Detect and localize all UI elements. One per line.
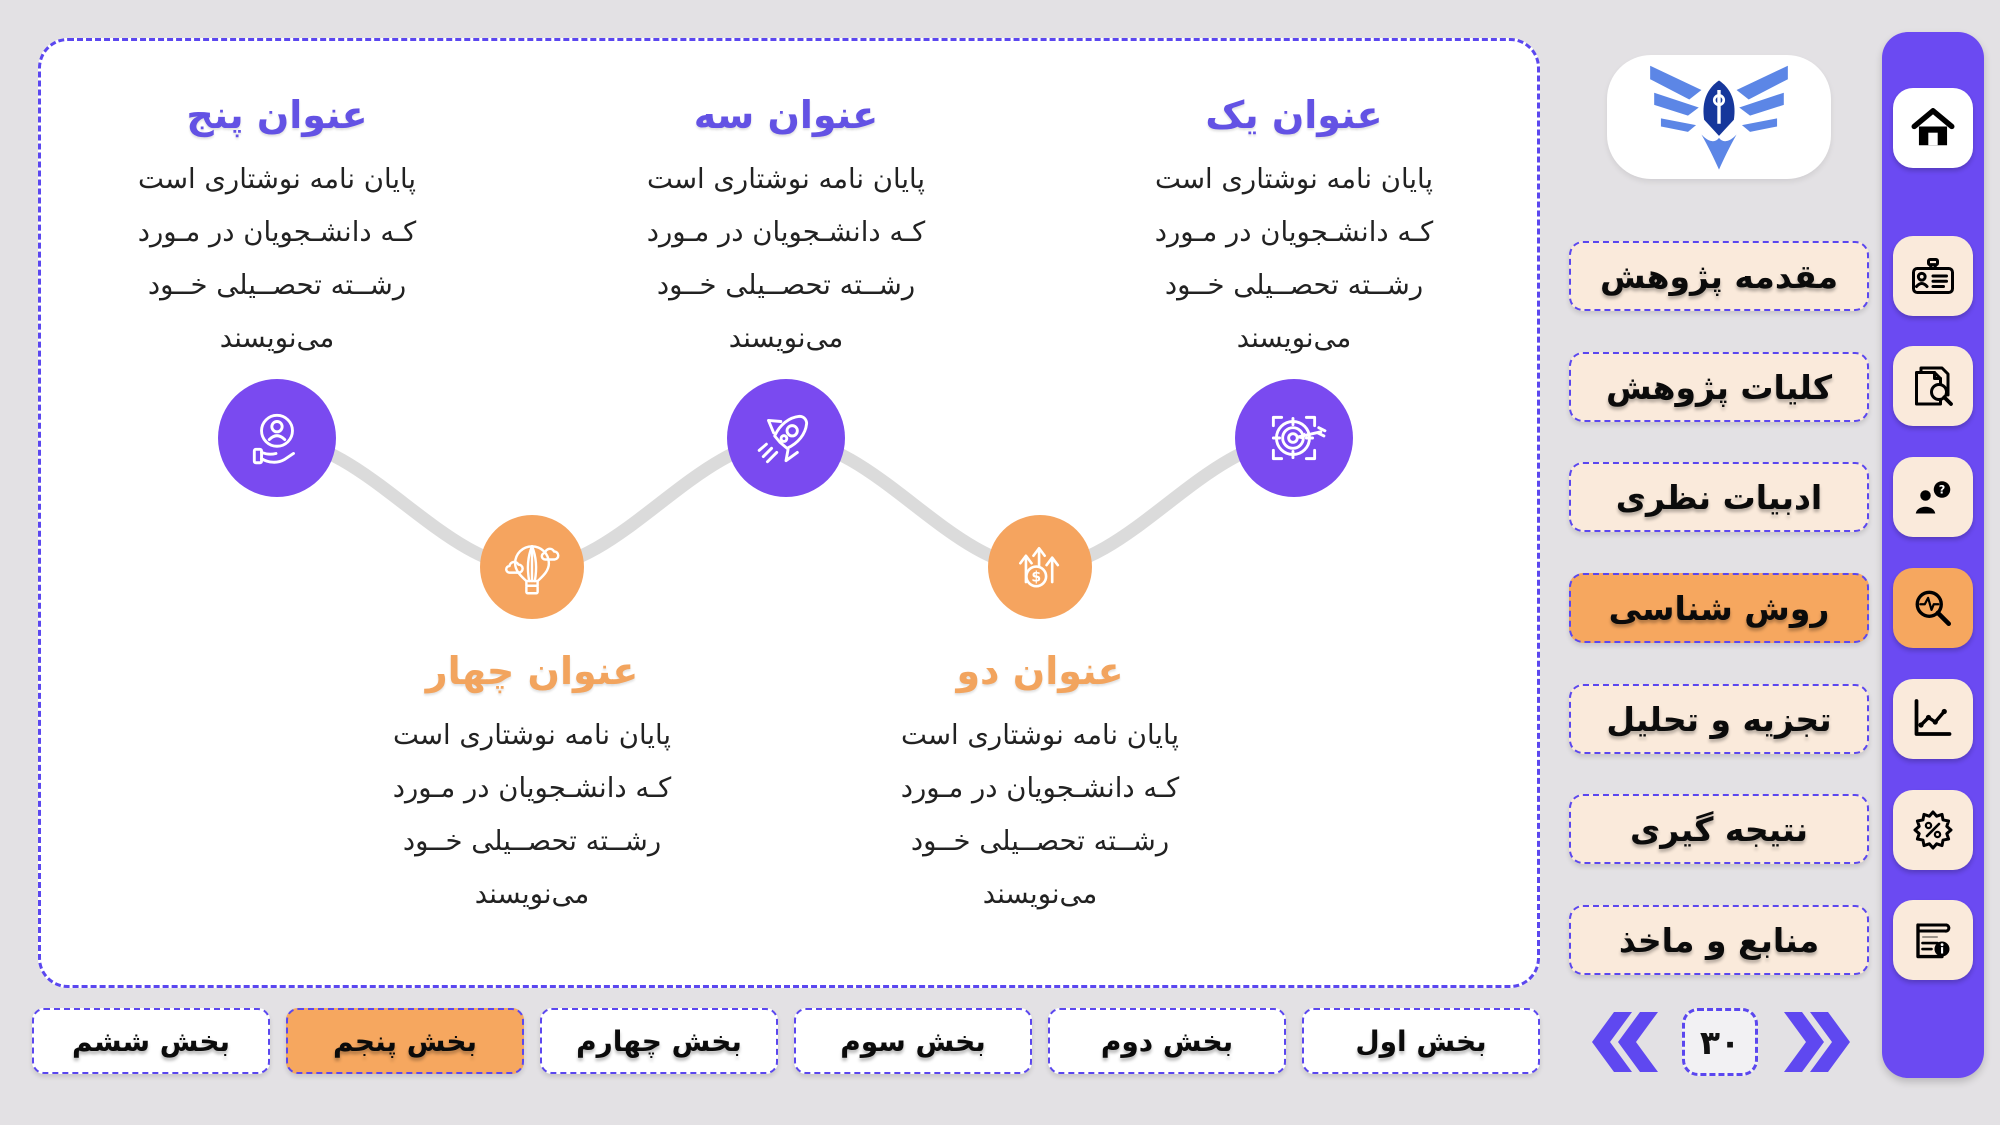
topic-two-body: پایان نامه نوشتاری است کـه دانشـجویان در مـورد رشــته تحصــیلی خــود می‌نویسند xyxy=(900,719,1180,910)
document-search-icon xyxy=(1909,362,1957,410)
topic-three-body: پایان نامه نوشتاری است کـه دانشـجویان در مـورد رشــته تحصــیلی خــود می‌نویسند xyxy=(646,163,926,354)
section-tab-1[interactable]: بخش اول xyxy=(1302,1008,1540,1074)
search-pulse-icon xyxy=(1909,584,1957,632)
section-tab-5[interactable]: بخش پنجم xyxy=(286,1008,524,1074)
circle-topic-four xyxy=(480,515,584,619)
nav-back-button[interactable] xyxy=(1586,1010,1664,1074)
topic-four-body: پایان نامه نوشتاری است کـه دانشـجویان در مـورد رشــته تحصــیلی خــود می‌نویسند xyxy=(392,719,672,910)
topic-two xyxy=(845,649,1235,921)
topic-five xyxy=(82,93,472,365)
topic-three xyxy=(591,93,981,365)
references-icon-button[interactable] xyxy=(1893,900,1973,980)
section-tab-2[interactable]: بخش دوم xyxy=(1048,1008,1286,1074)
topic-four xyxy=(337,649,727,921)
svg-text:?: ? xyxy=(1938,483,1946,497)
rocket-icon xyxy=(753,405,819,471)
percent-badge-icon xyxy=(1909,806,1957,854)
topic-three-title: عنوان سه xyxy=(693,93,879,137)
menu-item-generalities[interactable]: کلیات پژوهش xyxy=(1569,352,1869,422)
menu-item-introduction[interactable]: مقدمه پژوهش xyxy=(1569,241,1869,311)
page-number: ۳۰ xyxy=(1699,1022,1741,1062)
section-tab-4[interactable]: بخش چهارم xyxy=(540,1008,778,1074)
analysis-icon-button[interactable] xyxy=(1893,679,1973,759)
section-tab-3[interactable]: بخش سوم xyxy=(794,1008,1032,1074)
content-panel xyxy=(38,38,1540,988)
person-question-icon xyxy=(1909,473,1957,521)
section-tab-6[interactable]: بخش ششم xyxy=(32,1008,270,1074)
circle-topic-two xyxy=(988,515,1092,619)
circle-topic-three xyxy=(727,379,845,497)
topic-one-title: عنوان یک xyxy=(1205,93,1383,137)
page-number-box xyxy=(1682,1008,1758,1076)
hand-care-icon xyxy=(244,405,310,471)
home-button[interactable] xyxy=(1893,88,1973,168)
menu-item-references[interactable]: منابع و ماخذ xyxy=(1569,905,1869,975)
generalities-icon-button[interactable] xyxy=(1893,346,1973,426)
menu-item-analysis[interactable]: تجزیه و تحلیل xyxy=(1569,684,1869,754)
svg-text:$: $ xyxy=(1031,569,1042,586)
nav-forward-button[interactable] xyxy=(1778,1010,1856,1074)
menu-item-theoretical-literature[interactable]: ادبیات نظری xyxy=(1569,462,1869,532)
target-icon xyxy=(1261,405,1327,471)
topic-five-title: عنوان پنج xyxy=(186,93,368,137)
hot-air-balloon-icon xyxy=(502,537,562,597)
introduction-icon-button[interactable] xyxy=(1893,236,1973,316)
conclusion-icon-button[interactable] xyxy=(1893,790,1973,870)
section-tabs xyxy=(32,1008,1540,1074)
topic-four-title: عنوان چهار xyxy=(425,649,639,693)
circle-topic-one xyxy=(1235,379,1353,497)
methodology-icon-button[interactable] xyxy=(1893,568,1973,648)
id-card-icon xyxy=(1909,252,1957,300)
theoretical-literature-icon-button[interactable] xyxy=(1893,457,1973,537)
topic-two-title: عنوان دو xyxy=(956,649,1124,693)
islamic-azad-university-logo xyxy=(1644,63,1794,171)
topic-one xyxy=(1099,93,1489,365)
topic-five-body: پایان نامه نوشتاری است کـه دانشـجویان در مـورد رشــته تحصــیلی خــود می‌نویسند xyxy=(137,163,417,354)
home-icon xyxy=(1908,103,1958,153)
menu-item-methodology[interactable]: روش شناسی xyxy=(1569,573,1869,643)
growth-arrows-icon xyxy=(1010,537,1070,597)
double-chevron-left-icon xyxy=(1586,1010,1664,1074)
line-chart-icon xyxy=(1909,695,1957,743)
logo-box xyxy=(1607,55,1831,179)
references-icon xyxy=(1909,916,1957,964)
menu-item-conclusion[interactable]: نتیجه گیری xyxy=(1569,794,1869,864)
topic-one-body: پایان نامه نوشتاری است کـه دانشـجویان در مـورد رشــته تحصــیلی خــود می‌نویسند xyxy=(1154,163,1434,354)
circle-topic-five xyxy=(218,379,336,497)
double-chevron-right-icon xyxy=(1778,1010,1856,1074)
